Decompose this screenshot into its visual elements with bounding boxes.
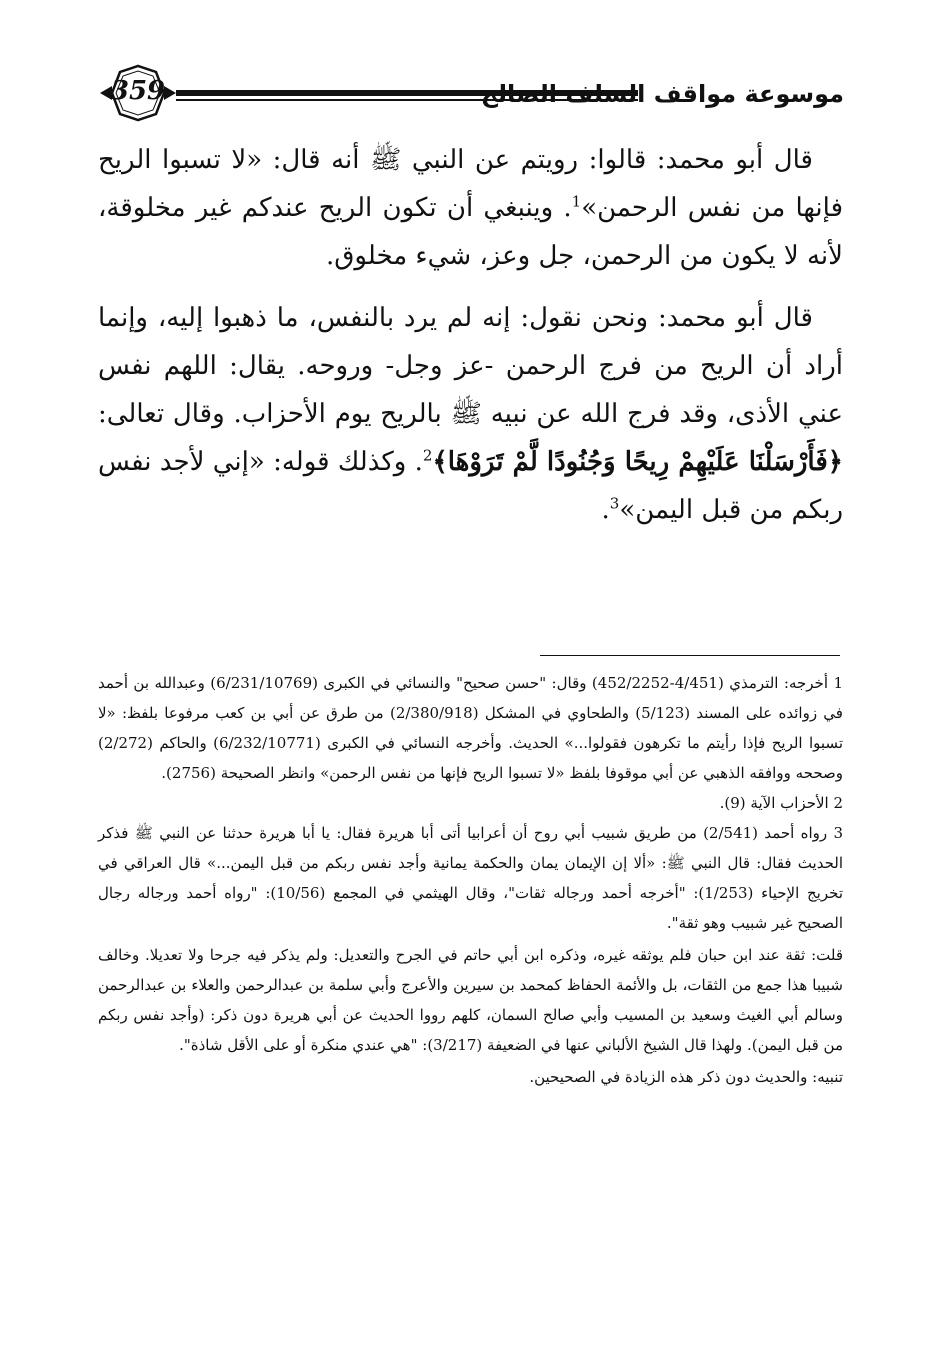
paragraph-2-text: قال أبو محمد: ونحن نقول: إنه لم يرد بالنفس، ما ذهبوا إليه، وإنما أراد أن الريح من فرج الرحمن -عز وجل- وروحه. يقال: اللهم نفس عني الأذى، وقد فرج الله عن نبيه ﷺ بالريح يوم الأحزاب. وقال تعالى: bbox=[98, 303, 843, 429]
page-number: 359 bbox=[110, 76, 166, 106]
paragraph-1 bbox=[98, 136, 843, 280]
footnote-3-notice: تنبيه: والحديث دون ذكر هذه الزيادة في الصحيحين. bbox=[529, 1068, 843, 1086]
page-header bbox=[98, 62, 844, 134]
main-text bbox=[98, 136, 843, 534]
footnote-3-comment: قلت: ثقة عند ابن حبان فلم يوثقه غيره، وذكره ابن أبي حاتم في الجرح والتعديل: ولم يذكر فيه جرحا ولا تعديلا. وخالف شبيبا هذا جمع من الثقات، بل والأئمة الحفاظ كمحمد بن سيرين والأعرج وأبي سلمة بن عبدالرحمن والعلاء بن عبدالرحمن وسالم أبي الغيث وسعيد بن المسيب وأبي صالح السمان، كلهم رووا الحديث عن أبي هريرة دون ذكر: (وأجد نفس ربكم من قبل اليمن). ولهذا قال الشيخ الألباني عنها في الضعيفة (3/217): "هي عندي منكرة أو على الأقل شاذة". bbox=[98, 946, 843, 1054]
paragraph-2 bbox=[98, 294, 843, 534]
series-title: موسوعة مواقف السلف الصالح bbox=[480, 80, 844, 108]
paragraph-2-text-end: . bbox=[601, 495, 610, 525]
footnote-ref-2: 2 bbox=[422, 446, 433, 465]
footnote-ref-3: 3 bbox=[609, 494, 620, 513]
paragraph-1-text-cont: . وينبغي أن تكون الريح عندكم غير مخلوقة، لأنه لا يكون من الرحمن، جل وعز، شيء مخلوق. bbox=[98, 193, 843, 271]
quran-verse: ﴿فَأَرْسَلْنَا عَلَيْهِمْ رِيحًا وَجُنُودًا لَّمْ تَرَوْهَا﴾ bbox=[432, 447, 843, 477]
footnotes bbox=[98, 668, 843, 1092]
footnote-2: 2 الأحزاب الآية (9). bbox=[719, 794, 843, 812]
footnote-1: 1 أخرجه: الترمذي (4/451-452/2252) وقال: "حسن صحيح" والنسائي في الكبرى (6/231/10769) وعبدالله بن أحمد في زوائده على المسند (5/123) والطحاوي في المشكل (2/380/918) من طرق عن أبي بن كعب مرفوعا بلفظ: «لا تسبوا الريح فإذا رأيتم ما تكرهون فقولوا...» الحديث. وأخرجه النسائي في الكبرى (6/232/10771) والحاكم (2/272) وصححه ووافقه الذهبي عن أبي موقوفا بلفظ «لا تسبوا الريح فإنها من نفس الرحمن» وانظر الصحيحة (2756). bbox=[98, 674, 843, 782]
footnote-separator bbox=[540, 655, 840, 656]
paragraph-1-text: قال أبو محمد: قالوا: رويتم عن النبي ﷺ أنه قال: «لا تسبوا الريح فإنها من نفس الرحمن» bbox=[98, 145, 843, 223]
footnote-ref-1: 1 bbox=[571, 192, 582, 211]
footnote-3: 3 رواه أحمد (2/541) من طريق شبيب أبي روح أن أعرابيا أتى أبا هريرة فقال: يا أبا هريرة حدثنا عن النبي ﷺ فذكر الحديث فقال: قال النبي ﷺ: «ألا إن الإيمان يمان والحكمة يمانية وأجد نفس ربكم من قبل اليمن...» قال العراقي في تخريج الإحياء (1/253): "أخرجه أحمد ورجاله ثقات"، وقال الهيثمي في المجمع (10/56): "رواه أحمد ورجاله رجال الصحيح غير شبيب وهو ثقة". bbox=[98, 824, 843, 932]
paragraph-2-text-cont: . وكذلك قوله: «إني لأجد نفس ربكم من قبل اليمن» bbox=[98, 447, 843, 525]
page-number-badge bbox=[98, 62, 178, 124]
